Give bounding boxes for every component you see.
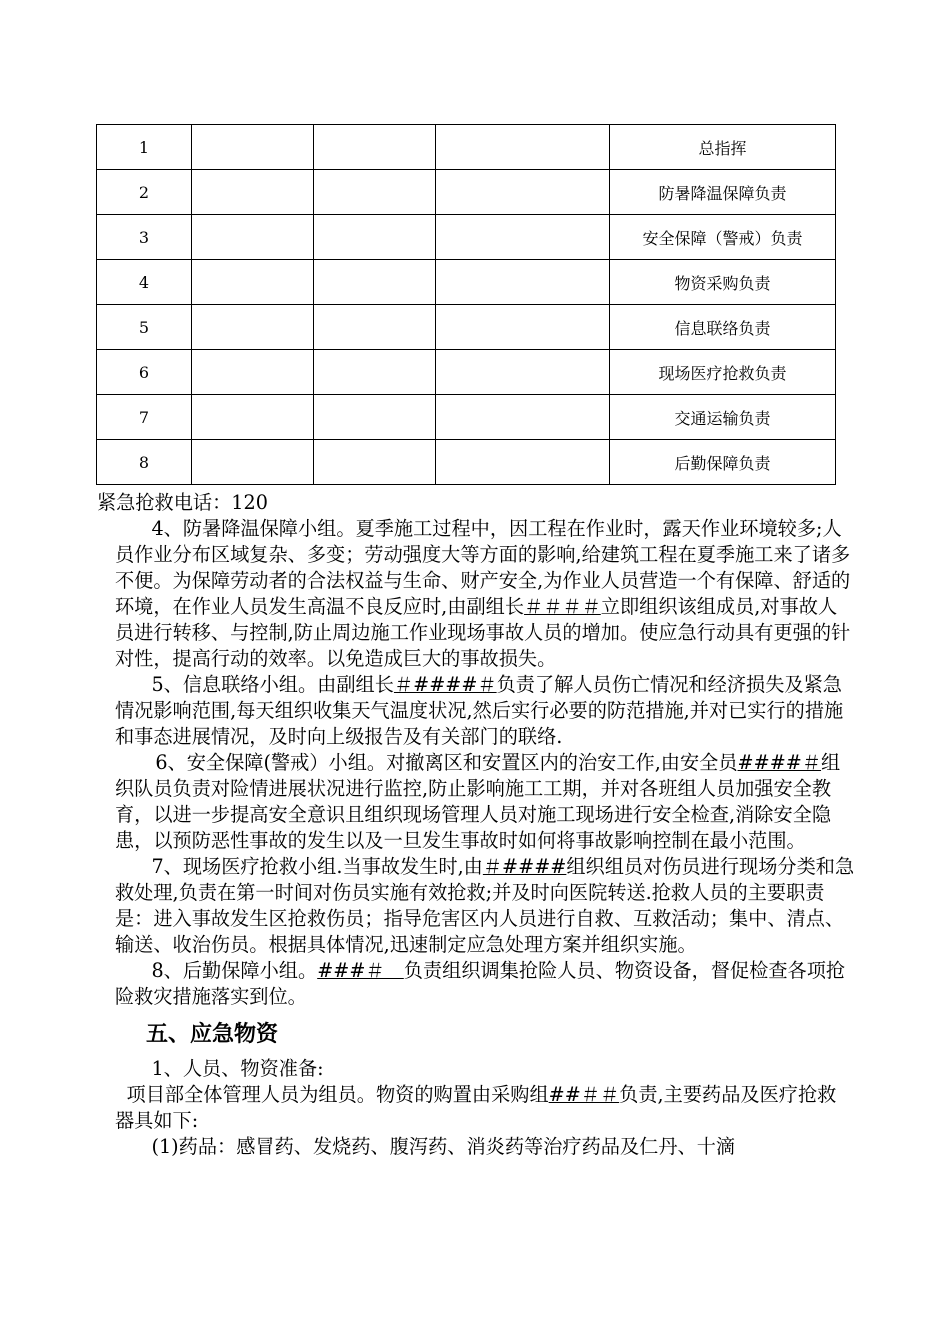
row-role: 后勤保障负责 [610,440,836,485]
paragraph-preparation: 1、人员、物资准备: [151,1057,324,1080]
row-role: 安全保障（警戒）负责 [610,215,836,260]
row-role: 物资采购负责 [610,260,836,305]
role-table [96,124,836,485]
table-row [97,170,836,215]
emergency-phone: 紧急抢救电话：120 [97,491,268,514]
placeholder-name: ＃＃＃＃ [524,595,601,618]
row-number: 7 [97,395,192,440]
table-row [97,260,836,305]
placeholder-name: ＃#### [482,855,567,878]
paragraph-medical-group: 7、现场医疗抢救小组.当事故发生时,由＃####组织组员对伤员进行现场分类和急救处理,负责在第一时间对伤员实施有效抢救;并及时向医院转送.抢救人员的主要职责是：进入事故发生区抢救伤员；指导危害区内人员进行自救、互救活动；集中、清点、输送、收治伤员。根据具体情况,迅速制定应急处理方案并组织实施。 [115,855,855,956]
section-title: 五、应急物资 [146,1022,279,1047]
paragraph-heat-group: 4、防暑降温保障小组。夏季施工过程中，因工程在作业时，露天作业环境较多;人员作业分布区域复杂、多变；劳动强度大等方面的影响,给建筑工程在夏季施工来了诸多不便。为保障劳动者的合法权益与生命、财产安全,为作业人员营造一个有保障、舒适的环境，在作业人员发生高温不良反应时,由副组长＃＃＃＃立即组织该组成员,对事故人员进行转移、与控制,防止周边施工作业现场事故人员的增加。使应急行动具有更强的针对性，提高行动的效率。以免造成巨大的事故损失。 [115,517,851,670]
row-number: 6 [97,350,192,395]
row-role: 总指挥 [610,125,836,170]
placeholder-name: ###＃ [317,959,404,982]
placeholder-name: ####＃ [737,751,822,774]
placeholder-name: ＃####＃ [393,673,497,696]
document-body [97,490,855,1160]
paragraph-materials: 项目部全体管理人员为组员。物资的购置由采购组##＃＃负责,主要药品及医疗抢救器具如下: [115,1083,837,1132]
row-role: 防暑降温保障负责 [610,170,836,215]
table-row [97,440,836,485]
row-number: 2 [97,170,192,215]
row-role: 信息联络负责 [610,305,836,350]
table-row [97,350,836,395]
placeholder-name: ##＃＃ [548,1083,620,1106]
table-row [97,395,836,440]
row-number: 4 [97,260,192,305]
table-row [97,305,836,350]
row-number: 8 [97,440,192,485]
table-row [97,125,836,170]
paragraph-logistics-group: 8、后勤保障小组。###＃ 负责组织调集抢险人员、物资设备，督促检查各项抢险救灾措施落实到位。 [115,959,846,1008]
paragraph-security-group: 6、安全保障(警戒）小组。对撤离区和安置区内的治安工作,由安全员####＃组织队员负责对险情进展状况进行监控,防止影响施工工期，并对各班组人员加强安全教育，以进一步提高安全意识且组织现场管理人员对施工现场进行安全检查,消除安全隐患，以预防恶性事故的发生以及一旦发生事故时如何将事故影响控制在最小范围。 [115,751,841,852]
row-role: 现场医疗抢救负责 [610,350,836,395]
row-role: 交通运输负责 [610,395,836,440]
paragraph-medicines: (1)药品：感冒药、发烧药、腹泻药、消炎药等治疗药品及仁丹、十滴 [151,1135,736,1158]
paragraph-info-group: 5、信息联络小组。由副组长＃####＃负责了解人员伤亡情况和经济损失及紧急情况影响范围,每天组织收集天气温度状况,然后实行必要的防范措施,并对已实行的措施和事态进展情况，及时向上级报告及有关部门的联络. [115,673,844,748]
row-number: 5 [97,305,192,350]
table-row [97,215,836,260]
row-number: 1 [97,125,192,170]
row-number: 3 [97,215,192,260]
